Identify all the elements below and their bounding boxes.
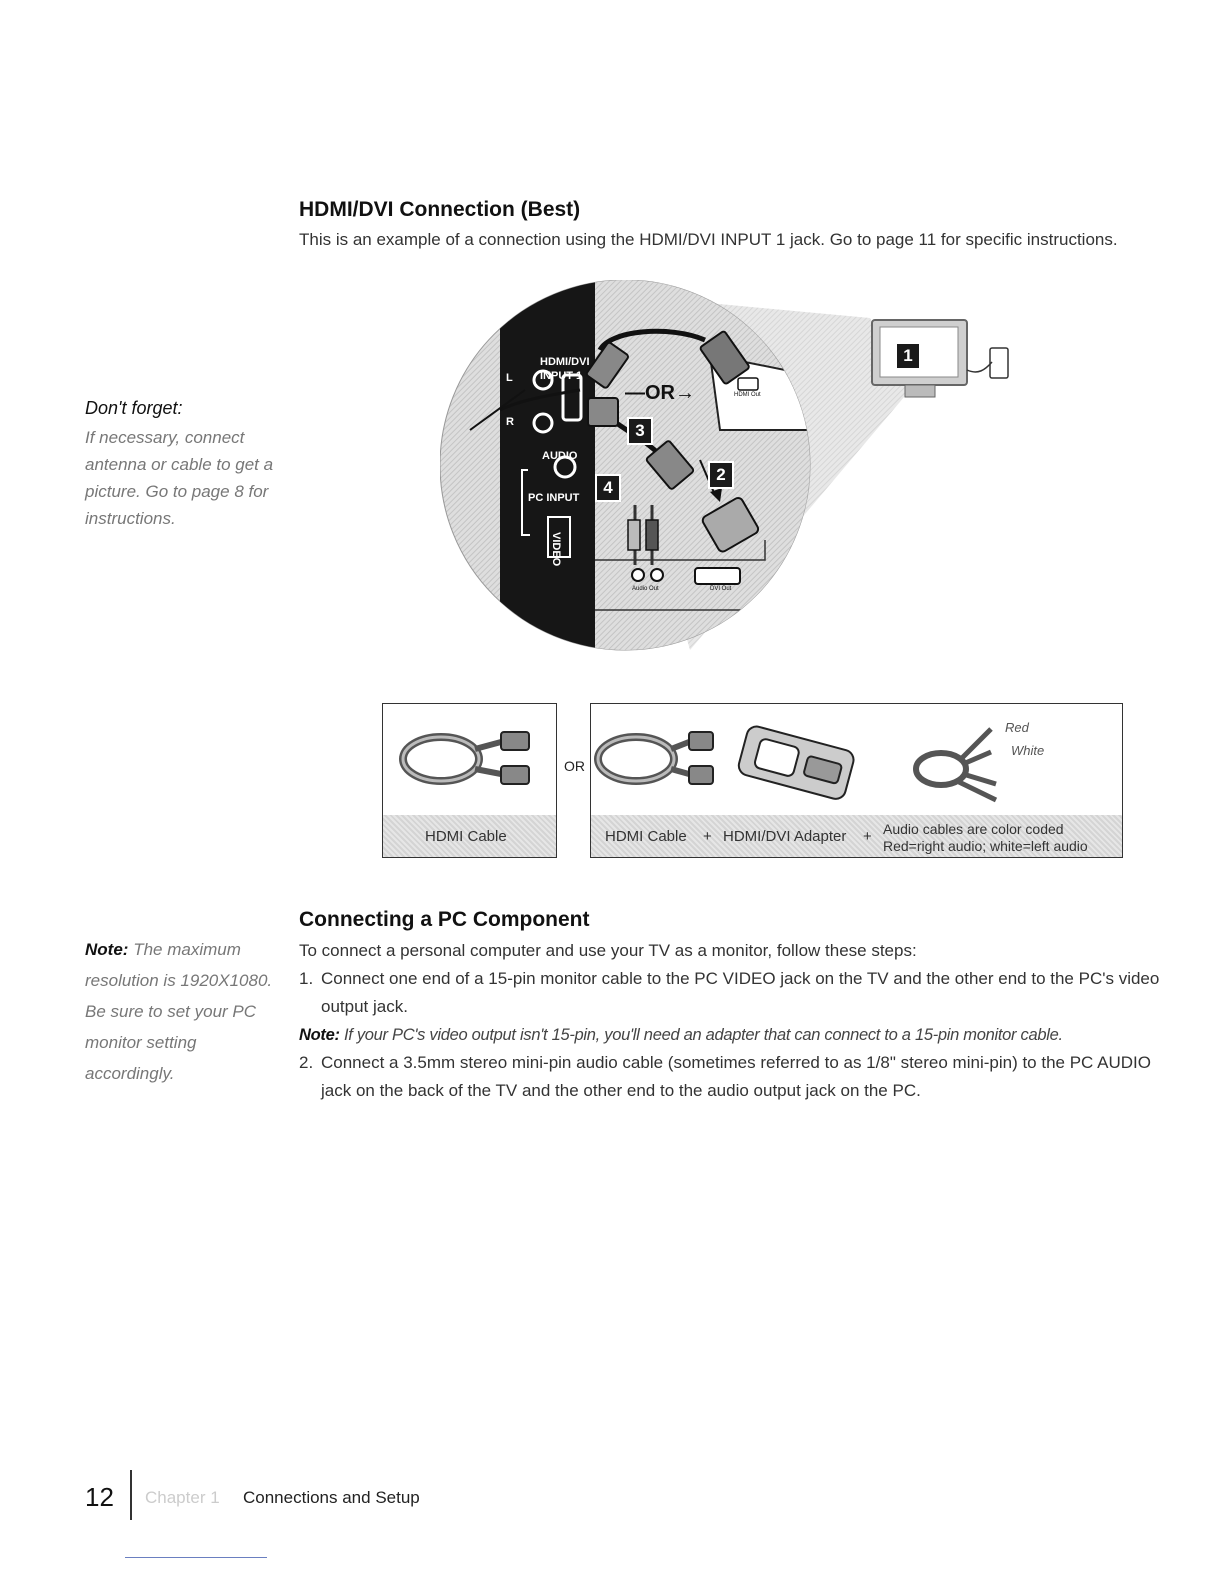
red-label: Red xyxy=(1005,720,1029,735)
pc-note-text: If your PC's video output isn't 15-pin, you'll need an adapter that can connect to a 15-pin monitor cable. xyxy=(343,1026,1063,1044)
footer-rule xyxy=(125,1557,267,1558)
label-pc-input: PC INPUT xyxy=(528,492,580,504)
dont-forget-text: If necessary, connect antenna or cable to get a picture. Go to page 8 for instructions. xyxy=(85,428,274,528)
resolution-note-label: Note: xyxy=(85,940,129,959)
label-hdmi-input: HDMI/DVI xyxy=(540,356,590,368)
footer-chapter: Chapter 1 xyxy=(145,1488,220,1507)
label-video: VIDEO xyxy=(550,532,562,567)
white-label: White xyxy=(1011,743,1045,758)
hdmi-cable-box xyxy=(382,703,557,858)
pc-intro: To connect a personal computer and use your TV as a monitor, follow these steps: xyxy=(299,941,917,960)
page-number: 12 xyxy=(85,1482,114,1512)
pc-note xyxy=(299,1021,1169,1049)
pc-steps xyxy=(299,965,1169,1105)
hdmi-cable-caption: HDMI Cable xyxy=(425,828,507,845)
adapter-cables-box xyxy=(590,703,1123,858)
hdmi-cable-icon xyxy=(383,704,556,814)
footer-divider xyxy=(130,1470,132,1520)
audio-caption-line2: Red=right audio; white=left audio xyxy=(883,838,1088,854)
adapter-caption: HDMI/DVI Adapter xyxy=(723,828,847,845)
plus-sign-2: + xyxy=(863,828,872,845)
label-hdmi-out: HDMI Out xyxy=(734,392,761,398)
label-dvi-out: DVI Out xyxy=(710,586,732,592)
hdmi-intro: This is an example of a connection using the HDMI/DVI INPUT 1 jack. Go to page 11 for specific instructions. xyxy=(299,230,1118,249)
pc-step-1-num: 1. xyxy=(299,969,314,988)
connection-diagram xyxy=(440,280,1040,660)
dont-forget-label: Don't forget: xyxy=(85,398,183,418)
resolution-note xyxy=(85,934,275,1089)
pc-instructions xyxy=(299,937,1169,1105)
label-input1: INPUT 1 xyxy=(540,370,583,382)
label-audio: AUDIO xyxy=(542,450,578,462)
label-audio-out: Audio Out xyxy=(632,586,659,592)
step-tag-4: 4 xyxy=(595,474,621,502)
pc-step-2-text: Connect a 3.5mm stereo mini-pin audio cable (sometimes referred to as 1/8" stereo mini-pin) to the PC AUDIO jack on the back of the TV and the other end to the audio output jack on the PC. xyxy=(321,1053,1151,1100)
adapter-cables-icons xyxy=(591,704,1122,814)
pc-step-2-num: 2. xyxy=(299,1053,314,1072)
resolution-note-text: The maximum resolution is 1920X1080. Be sure to set your PC monitor setting accordingly. xyxy=(85,940,273,1083)
hdmi-section-title: HDMI/DVI Connection (Best) xyxy=(299,198,581,221)
plus-sign-1: + xyxy=(703,828,712,845)
pc-section-title: Connecting a PC Component xyxy=(299,908,590,931)
label-r: R xyxy=(506,416,514,428)
label-l: L xyxy=(506,372,513,384)
dont-forget-note xyxy=(85,395,275,532)
hdmi-cable2-caption: HDMI Cable xyxy=(605,828,687,845)
step-tag-2: 2 xyxy=(708,461,734,489)
pc-step-2 xyxy=(299,1049,1169,1105)
footer-title: Connections and Setup xyxy=(243,1488,420,1507)
audio-caption-line1: Audio cables are color coded xyxy=(883,821,1064,837)
or-label: OR xyxy=(564,758,585,774)
connection-diagram-svg xyxy=(440,280,1040,660)
step-tag-3: 3 xyxy=(627,417,653,445)
pc-note-label: Note: xyxy=(299,1026,340,1044)
step-tag-1: 1 xyxy=(895,342,921,370)
label-or: —OR→ xyxy=(625,382,695,404)
pc-step-1 xyxy=(299,965,1169,1021)
pc-step-1-text: Connect one end of a 15-pin monitor cable to the PC VIDEO jack on the TV and the other end to the PC's video output jack. xyxy=(321,969,1160,1016)
